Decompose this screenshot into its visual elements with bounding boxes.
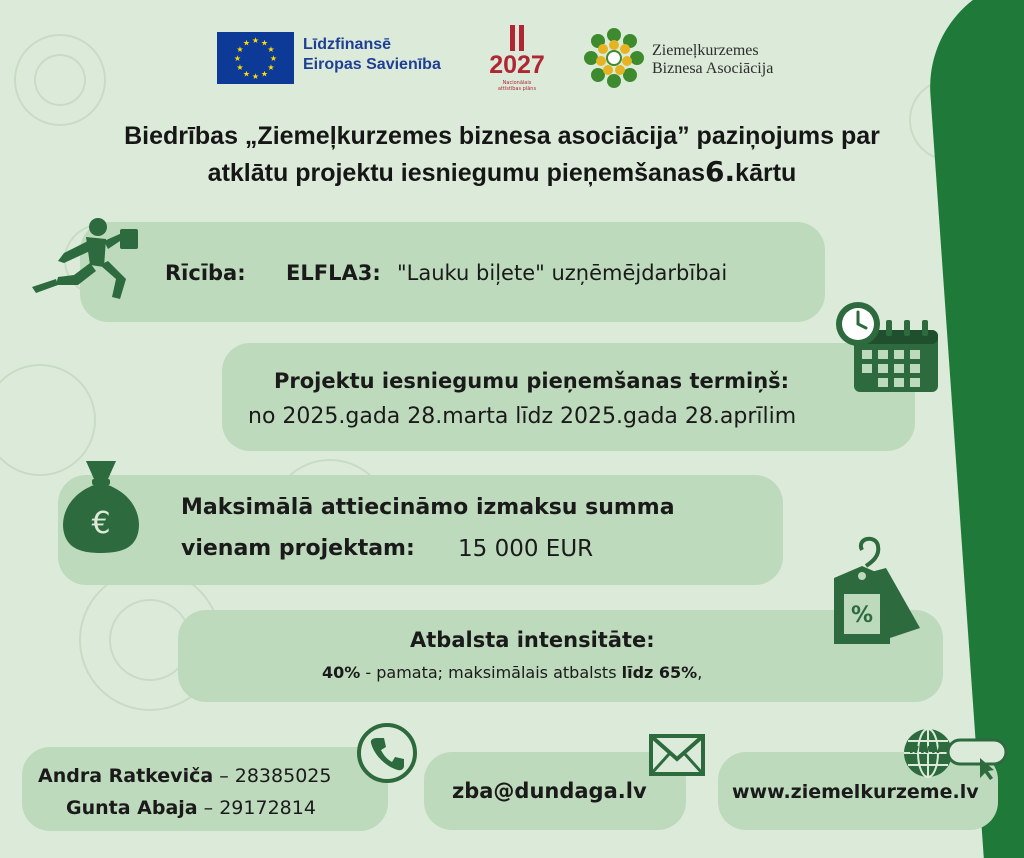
npl-year: 2027 <box>489 51 545 79</box>
svg-text:★: ★ <box>242 69 251 79</box>
npl-2027-logo <box>482 25 552 95</box>
calendar-clock-icon <box>832 300 942 396</box>
phone-icon <box>356 722 418 784</box>
running-businessman-icon <box>28 215 140 305</box>
title-line2-pre: atklātu projektu iesniegumu pieņemšanas <box>207 159 706 187</box>
title-line2-post: kārtu <box>735 159 797 187</box>
zba-flower-icon <box>583 27 645 89</box>
page-title <box>30 118 974 191</box>
zba-logo-text <box>652 42 773 78</box>
svg-text:★: ★ <box>260 38 269 48</box>
envelope-icon <box>648 733 706 777</box>
zba-line2: Biznesa Asociācija <box>652 60 774 77</box>
max-cost-line2: vienam projektam: <box>181 536 415 561</box>
contact-person-1 <box>38 765 331 787</box>
action-code: ELFLA3: <box>286 261 381 285</box>
npl-sub-line2: attīstības plāns <box>497 86 537 92</box>
svg-text:★: ★ <box>233 54 242 63</box>
action-label: Rīcība: <box>165 261 246 285</box>
contact-person-2-phone[interactable]: – 29172814 <box>197 797 316 819</box>
email-link[interactable]: zba@dundaga.lv <box>452 779 647 803</box>
eu-line1: Līdzfinansē <box>303 36 392 53</box>
deadline-value: no 2025.gada 28.marta līdz 2025.gada 28.aprīlim <box>248 404 797 429</box>
svg-text:★: ★ <box>236 45 244 54</box>
discount-tag-icon <box>826 536 926 648</box>
title-line1: Biedrības „Ziemeļkurzemes biznesa asociācija” paziņojums par <box>124 122 880 150</box>
svg-text:★: ★ <box>260 69 269 79</box>
website-link[interactable]: www.ziemelkurzeme.lv <box>732 781 979 803</box>
eu-line2: Eiropas Savienība <box>303 56 441 73</box>
www-badge-text: www <box>908 742 942 756</box>
svg-text:★: ★ <box>267 63 275 72</box>
eu-cofinanced-text <box>303 35 441 75</box>
max-cost-value: 15 000 EUR <box>458 536 594 562</box>
contact-person-2-name: Gunta Abaja <box>66 797 198 819</box>
title-round-number: 6. <box>705 155 736 188</box>
contact-person-1-name: Andra Ratkeviča <box>38 765 214 787</box>
support-max-text: līdz 65% <box>621 663 698 682</box>
svg-text:%: % <box>850 603 874 628</box>
logo-bar <box>0 25 1024 95</box>
support-details <box>322 663 702 682</box>
support-end-text: , <box>697 663 703 682</box>
svg-text:★: ★ <box>269 54 278 63</box>
eu-flag-icon <box>217 32 294 84</box>
deadline-card <box>222 343 915 451</box>
npl-subtitle <box>482 80 552 92</box>
svg-text:★: ★ <box>242 38 251 48</box>
support-label: Atbalsta intensitāte: <box>410 628 655 652</box>
title-line2 <box>30 154 974 191</box>
money-bag-euro-icon <box>58 455 144 555</box>
npl-bars-icon <box>510 25 524 51</box>
npl-sub-line1: Nacionālais <box>502 80 532 86</box>
svg-text:★: ★ <box>251 72 260 81</box>
contact-person-2 <box>66 797 316 819</box>
svg-text:€: € <box>91 506 111 541</box>
svg-text:★: ★ <box>251 36 260 45</box>
zba-line1: Ziemeļkurzemes <box>652 42 759 59</box>
contact-person-1-phone[interactable]: – 28385025 <box>213 765 332 787</box>
svg-text:★: ★ <box>236 63 244 72</box>
max-cost-card <box>58 475 783 585</box>
deadline-label: Projektu iesniegumu pieņemšanas termiņš: <box>274 369 790 393</box>
action-name: "Lauku biļete" uzņēmējdarbībai <box>397 261 728 285</box>
max-cost-line1: Maksimālā attiecināmo izmaksu summa <box>181 495 675 520</box>
support-middle-text: - pamata; maksimālais atbalsts <box>360 663 622 682</box>
svg-text:★: ★ <box>267 45 275 54</box>
support-base-pct: 40% <box>322 663 361 682</box>
